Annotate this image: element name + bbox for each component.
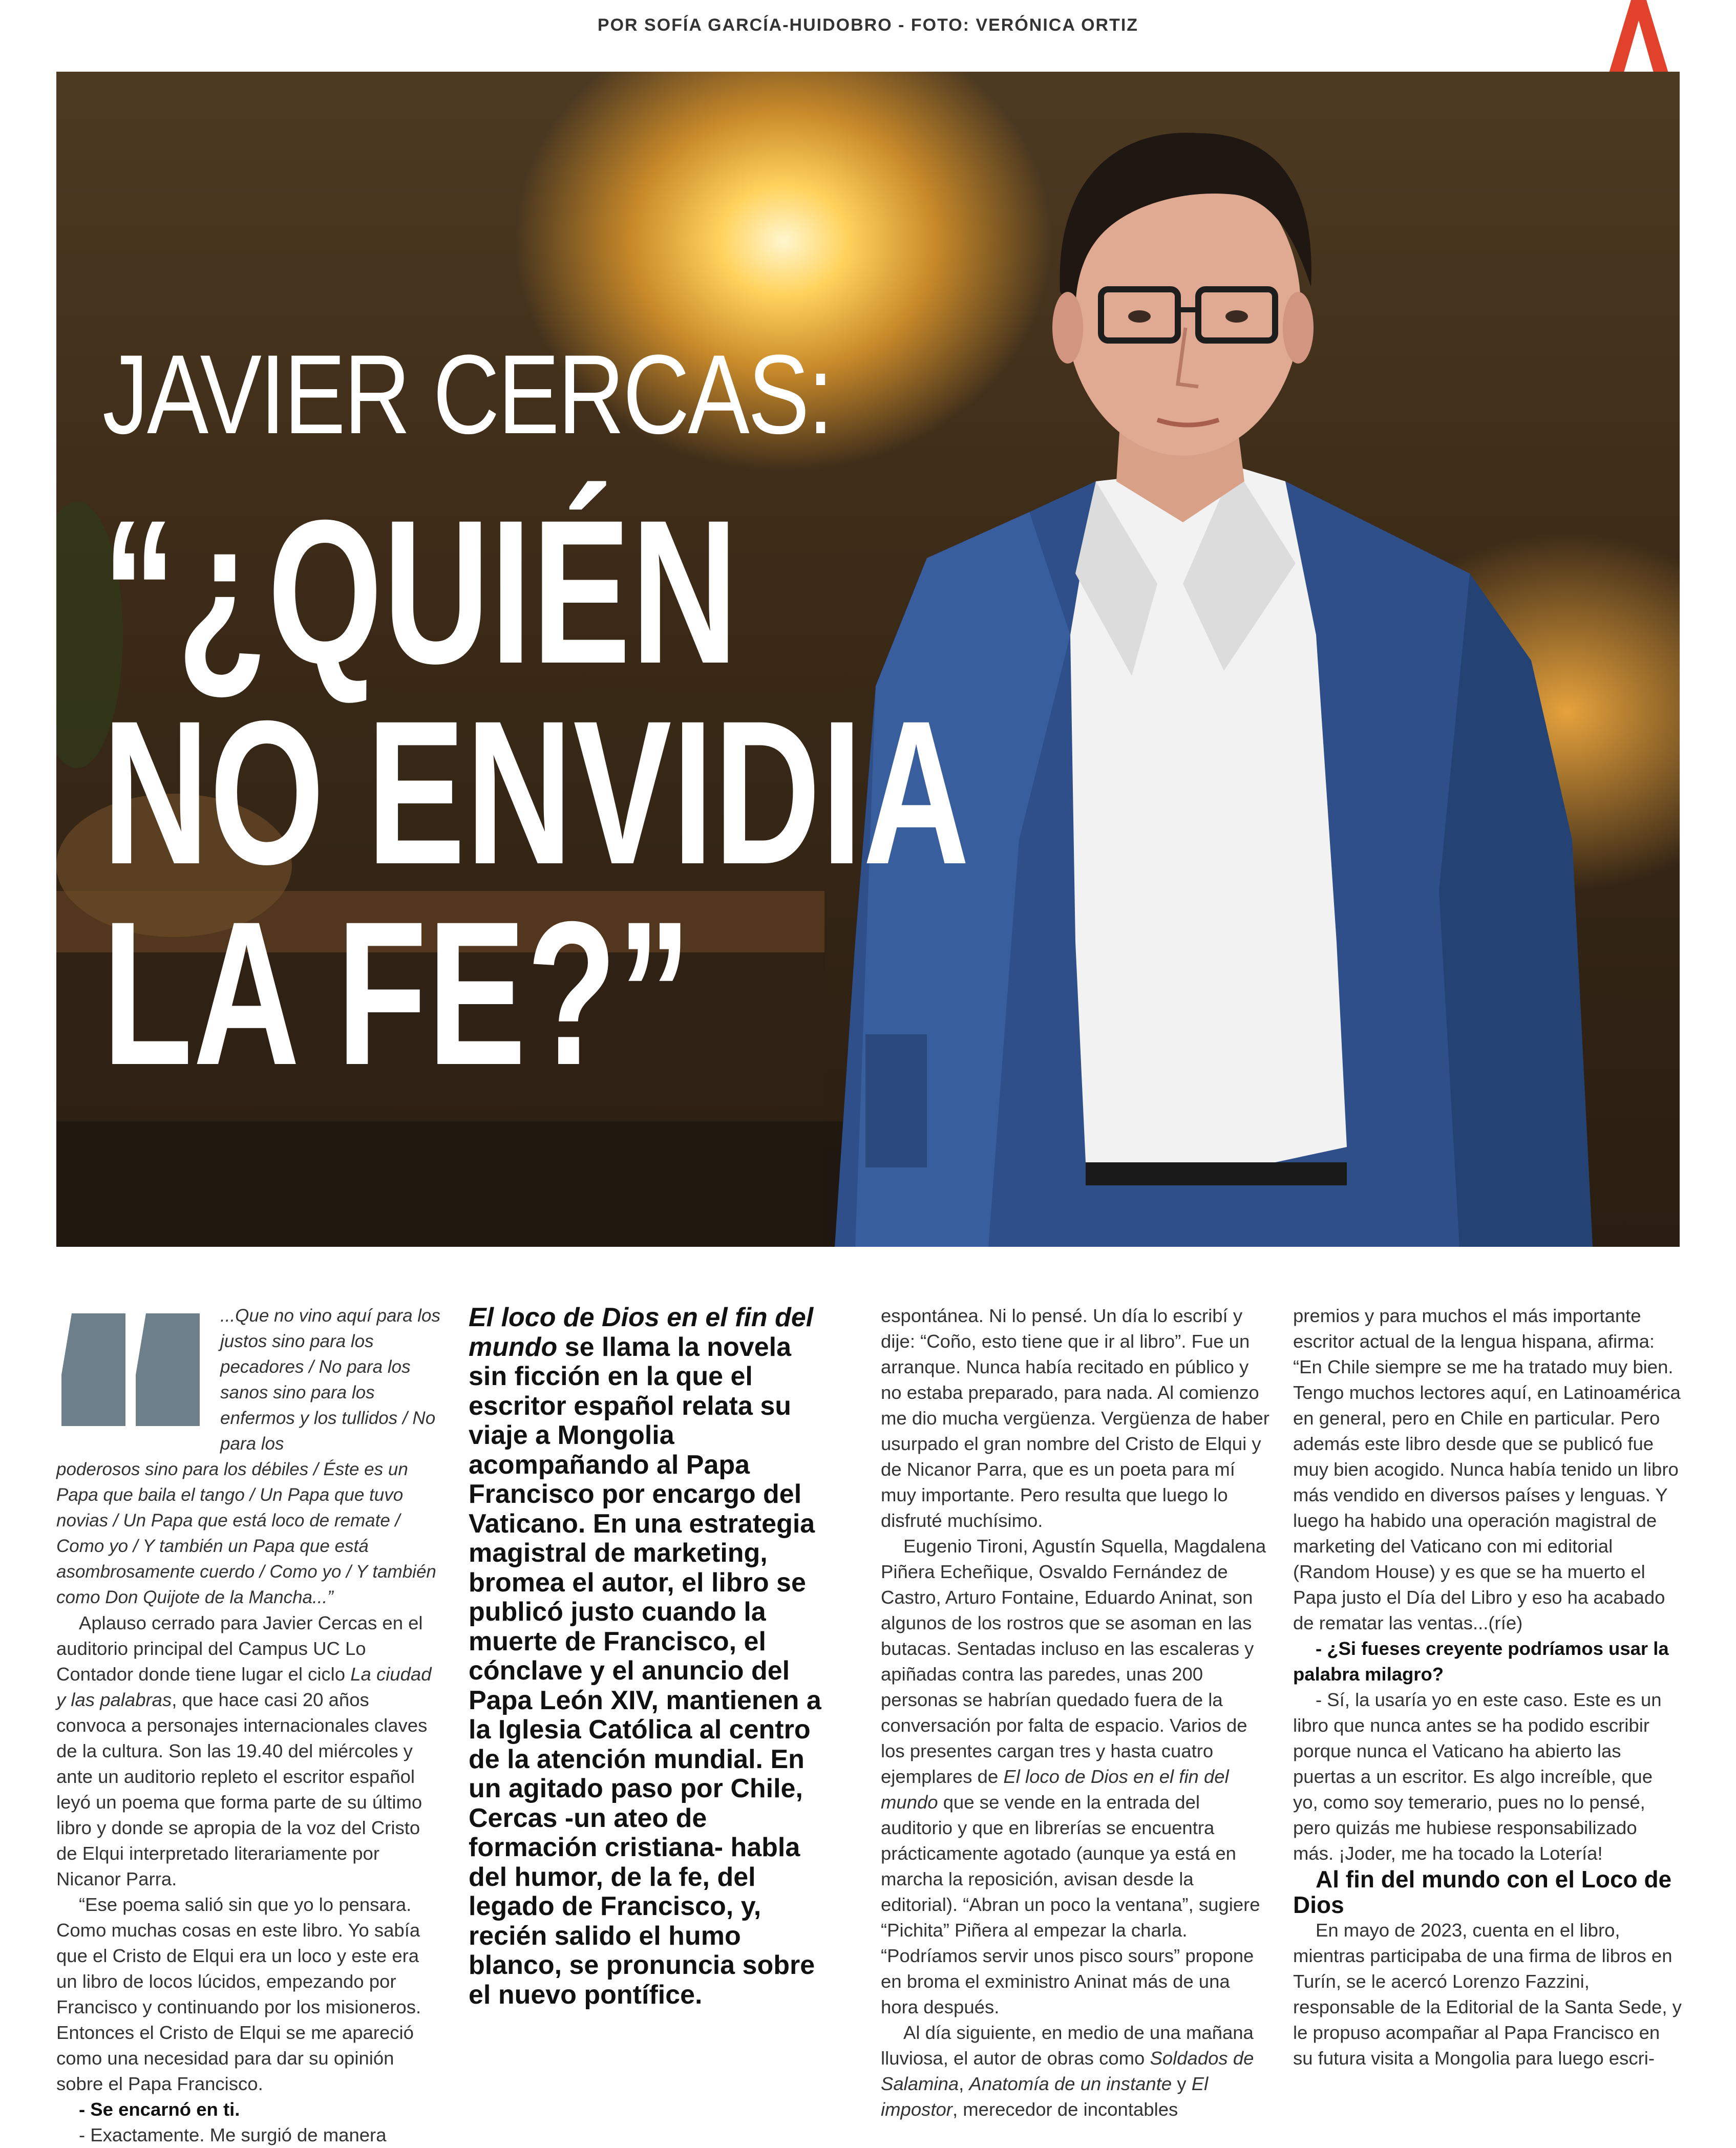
headline-quote — [102, 477, 970, 1108]
byline: POR SOFÍA GARCÍA-HUIDOBRO - FOTO: VERÓNICA ORTIZ — [597, 15, 1139, 35]
body-paragraph: Aplauso cerrado para Javier Cercas en el auditorio principal del Campus UC Lo Contador donde tiene lugar el ciclo La ciudad y las palabras, que hace casi 20 años convoca a personajes internacionales claves de la cultura. Son las 19.40 del miércoles y ante un auditorio repleto el escritor español leyó un poema que forma parte de su último libro y donde se apropia de la voz del Cristo de Elqui interpretado literariamente por Nicanor Parra. — [56, 1612, 432, 1889]
headline-quote-line: “¿QUIÉN — [102, 477, 739, 706]
interview-question: - ¿Si fueses creyente podríamos usar la palabra milagro? — [1293, 1638, 1669, 1685]
book-title: El loco de Dios en el fin del mundo — [469, 1303, 814, 1362]
interview-question: - Se encarnó en ti. — [79, 2099, 240, 2120]
body-paragraph: Eugenio Tironi, Agustín Squella, Magdalena Piñera Echeñique, Osvaldo Fernández de Castro, Arturo Fontaine, Eduardo Aninat, son algunos de los rostros que se asoman en las butacas. Sentadas incluso en las escaleras y apiñadas contra las paredes, unas 200 personas se habrían quedado fuera de la conversación por falta de espacio. Varios de los presentes cargan tres y hasta cuatro ejemplares de El loco de Dios en el fin del mundo que se vende en la entrada del auditorio y que en librerías se encuentra prácticamente agotado (aunque ya está en marcha la reposición, avisan desde la editorial). “Abran un poco la ventana”, sugiere “Pichita” Piñera al empezar la charla. “Podríamos servir unos pisco sours” propone en broma el exministro Aninat más de una hora después. — [881, 1536, 1266, 2017]
body-paragraph: espontánea. Ni lo pensé. Un día lo escribí y dije: “Coño, esto tiene que ir al libro”. Fue un arranque. Nunca había recitado en público y no estaba preparado, para nada. Al comienzo me dio mucha vergüenza. Vergüenza de haber usurpado el gran nombre del Cristo de Elqui y de Nicanor Parra, que es un poeta para mí muy importante. Pero resulta que luego lo disfruté muchísimo. — [881, 1305, 1269, 1531]
lead-paragraph: El loco de Dios en el fin del mundo se llama la novela sin ficción en la que el escritor español relata su viaje a Mongolia acompañando al Papa Francisco por encargo del Vaticano. En una estrategia magistral de marketing, bromea el autor, el libro se publicó justo cuando la muerte de Francisco, el cónclave y el anuncio del Papa León XIV, mantienen a la Iglesia Católica al centro de la atención mundial. En un agitado paso por Chile, Cercas -un ateo de formación cristiana- habla del humor, de la fe, del legado de Francisco, y, recién salido el humo blanco, se pronuncia sobre el nuevo pontífice. — [469, 1303, 821, 2010]
column-1 — [56, 1303, 440, 2148]
interview-answer: - Exactamente. Me surgió de manera — [79, 2124, 387, 2145]
body-paragraph: premios y para muchos el más importante escritor actual de la lengua hispana, afirma: “En Chile siempre se me ha tratado muy bien. Tengo muchos lectores aquí, en Latinoamérica en general, pero en Chile en particular. Pero además este libro desde que se publicó fue muy bien acogido. Nunca había tenido un libro más vendido en diversos países y lenguas. Y luego ha habido una operación magistral de marketing del Vaticano con mi editorial (Random House) y es que se ha muerto el Papa justo el Día del Libro y eso ha acabado de rematar las ventas...(ríe) — [1293, 1305, 1681, 1633]
interview-answer: - Sí, la usaría yo en este caso. Este es un libro que nunca antes se ha podido escribir porque nunca el Vaticano ha abierto las puertas a un escritor. Es algo increíble, que yo, como soy temerario, pues no lo pensé, pero quizás me hubiese responsabilizado más. ¡Joder, me ha tocado la Lotería! — [1293, 1689, 1662, 1864]
headline-name: JAVIER CERCAS: — [102, 331, 832, 457]
headline-quote-line: LA FE?” — [102, 879, 692, 1108]
epigraph-text: ...Que no vino aquí para los justos sino para los pecadores / No para los sanos sino para los enfermos y los tullidos / No para los — [220, 1306, 440, 1454]
double-quote-icon — [56, 1303, 210, 1441]
body-paragraph: “Ese poema salió sin que yo lo pensara. Como muchas cosas en este libro. Yo sabía que el Cristo de Elqui era un loco y este era un libro de locos lúcidos, empezando por Francisco y continuando por los misioneros. Entonces el Cristo de Elqui se me apareció como una necesidad para dar su opinión sobre el Papa Francisco. — [56, 1894, 421, 2094]
hero-photo — [56, 72, 1680, 1247]
epigraph-text: poderosos sino para los débiles / Éste es un Papa que baila el tango / Un Papa que tuvo novias / Un Papa que está loco de remate / Como yo / Y también un Papa que está asombrosamente cuerdo / Como yo / Y también como Don Quijote de la Mancha...” — [56, 1459, 436, 1607]
body-paragraph: Al día siguiente, en medio de una mañana lluviosa, el autor de obras como Soldados de Salamina, Anatomía de un instante y El impostor, merecedor de incontables — [881, 2022, 1254, 2120]
column-3 — [881, 1303, 1270, 2122]
column-2 — [469, 1303, 827, 2010]
body-paragraph: En mayo de 2023, cuenta en el libro, mientras participaba de una firma de libros en Turín, se le acercó Lorenzo Fazzini, responsable de la Editorial de la Santa Sede, y le propuso acompañar al Papa Francisco en su futura visita a Mongolia para luego escri- — [1293, 1920, 1682, 2069]
column-4 — [1293, 1303, 1682, 2071]
headline-quote-line: NO ENVIDIA — [102, 678, 970, 907]
section-subhead: Al fin del mundo con el Loco de Dios — [1293, 1866, 1672, 1918]
